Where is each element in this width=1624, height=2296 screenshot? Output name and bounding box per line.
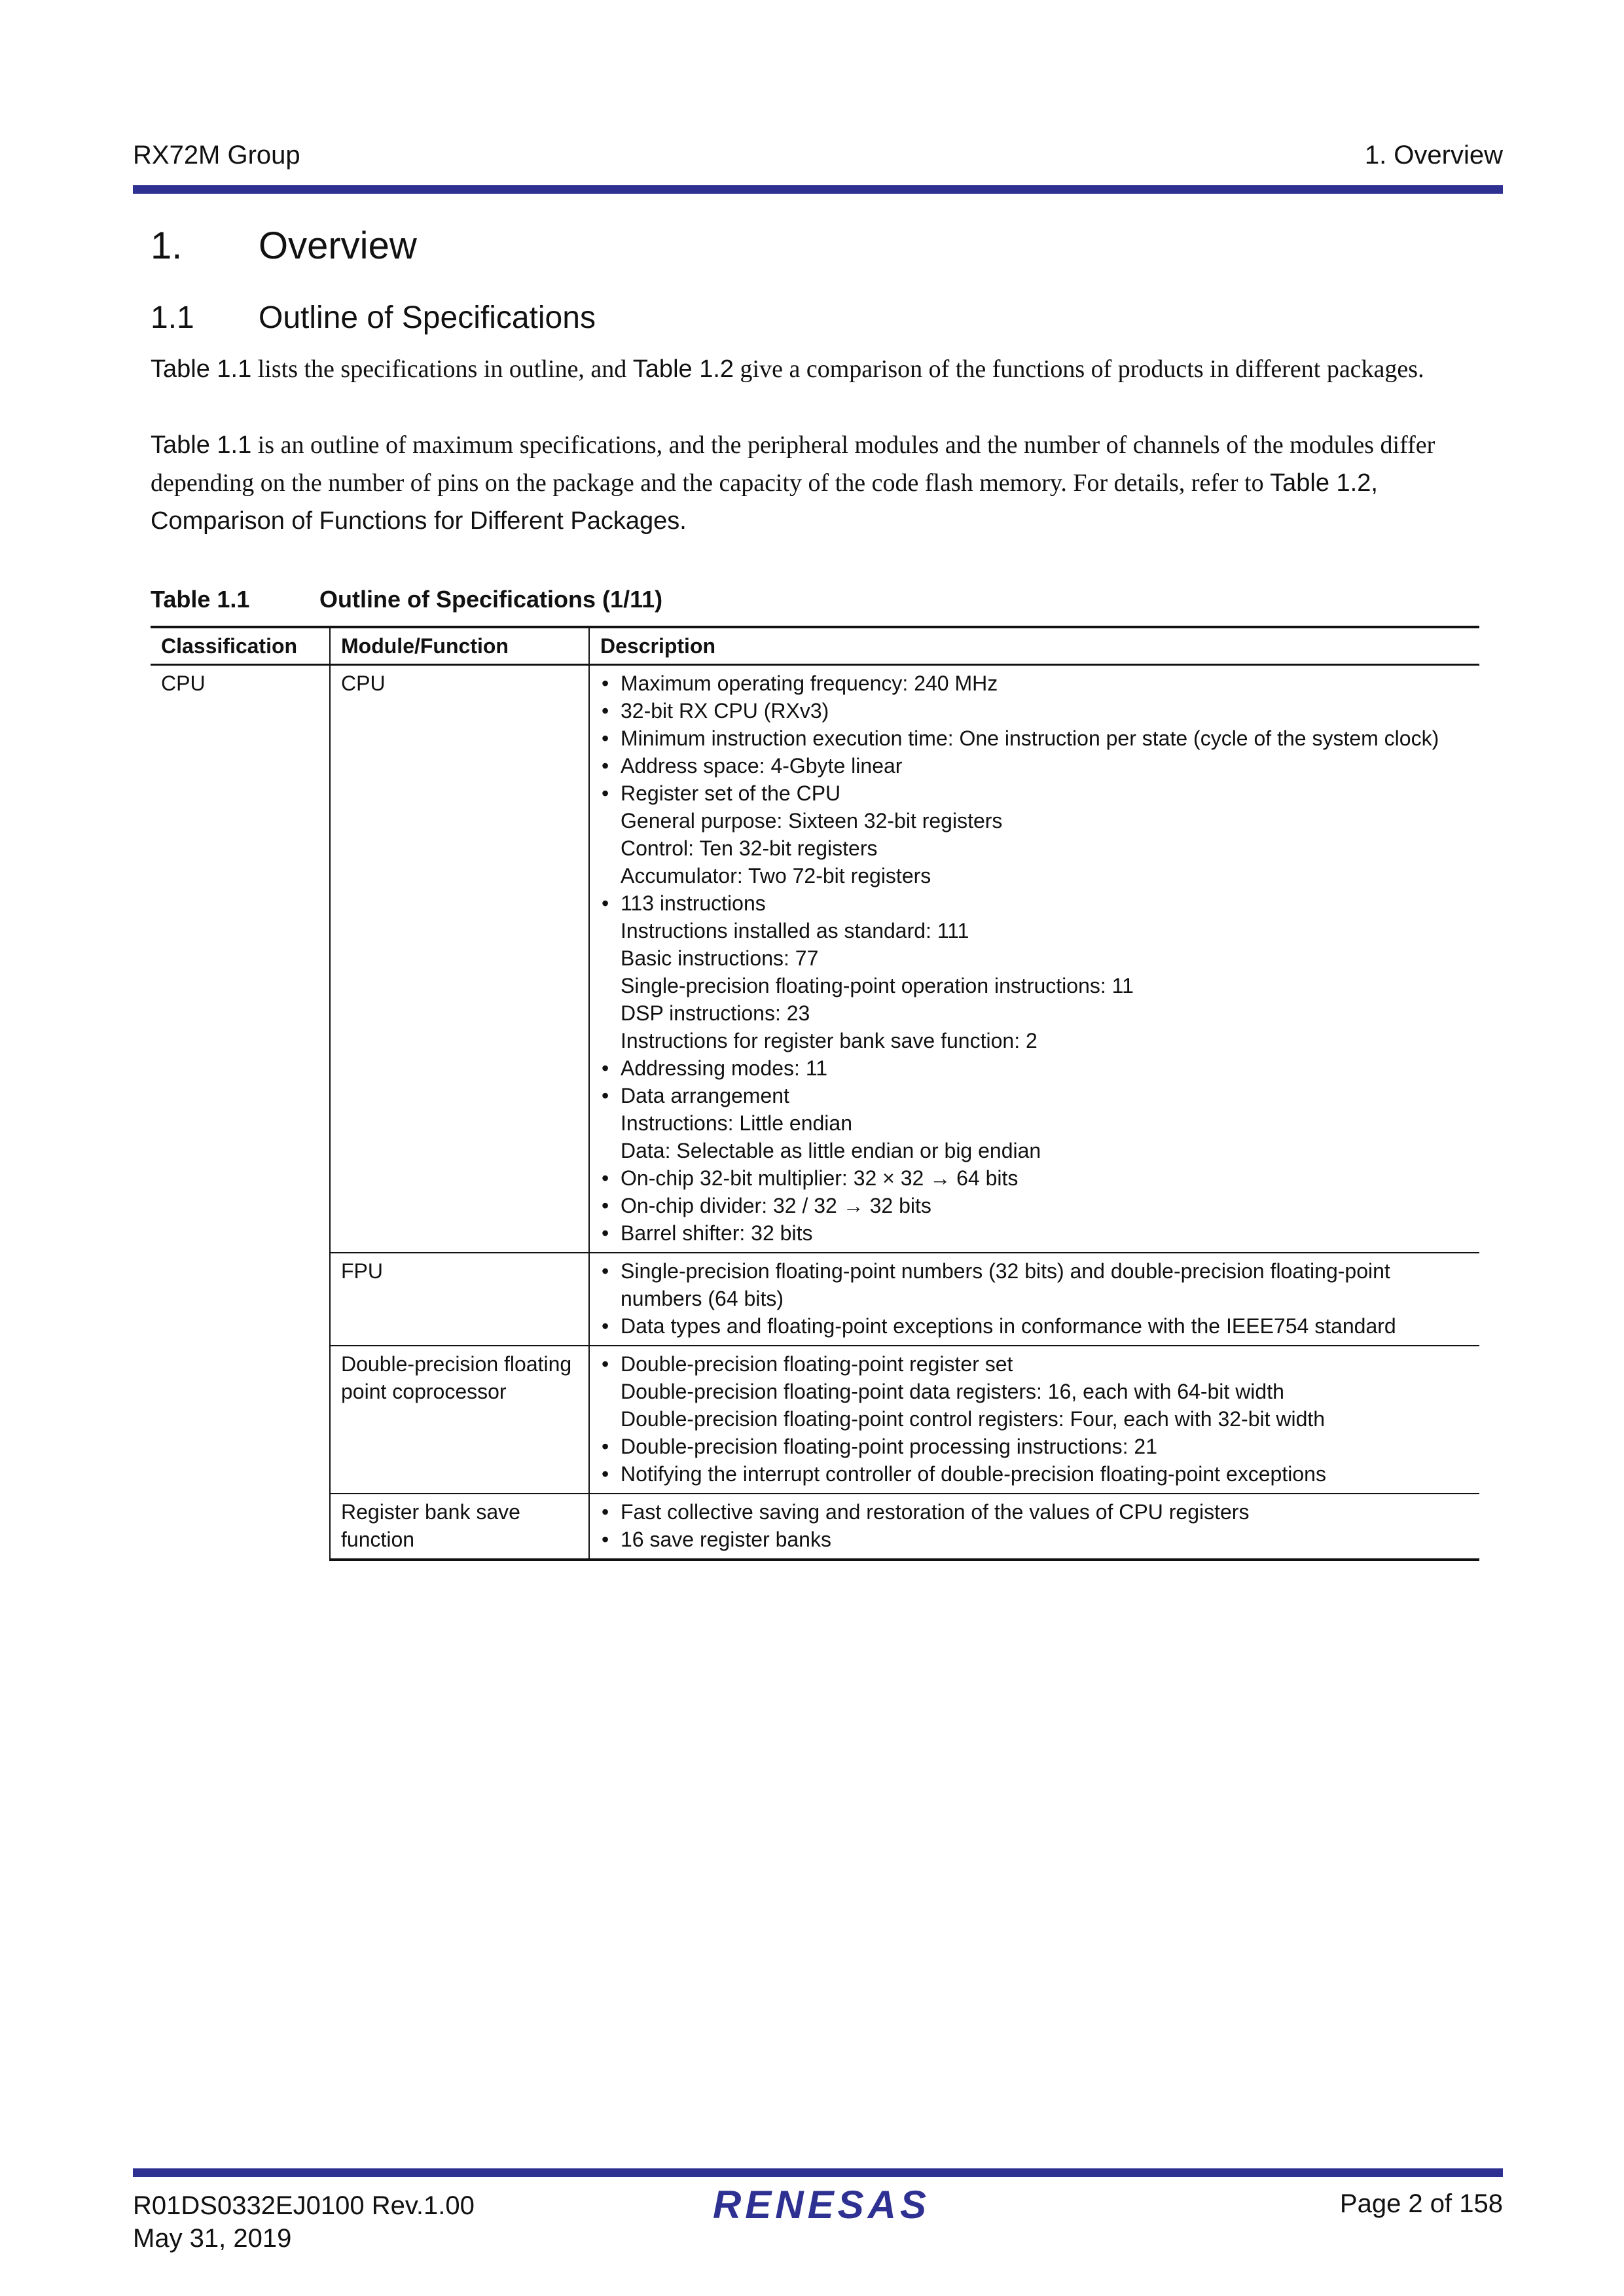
sub-item: Instructions for register bank save function: 2 [621,1029,1038,1052]
sub-item: Accumulator: Two 72-bit registers [621,864,931,888]
bullet-text: Barrel shifter: 32 bits [621,1221,813,1245]
bullet-item [600,1526,1469,1553]
module-cell: Double-precision floating point coprocessor [330,1346,589,1494]
bullet-text: Maximum operating frequency: 240 MHz [621,672,998,695]
sub-item: General purpose: Sixteen 32-bit registers [621,809,1003,833]
classification-cell: CPU [151,665,330,1560]
bullet-item [600,1054,1469,1082]
header-rule [133,185,1503,194]
table-row [151,1346,1479,1494]
table-ref-link[interactable]: Table 1.1 [151,431,252,459]
bullet-item [600,889,1469,1054]
document-id: R01DS0332EJ0100 Rev.1.00 [133,2191,475,2220]
sub-item: Double-precision floating-point control registers: Four, each with 32-bit width [621,1407,1326,1431]
bullet-item [600,670,1469,697]
running-header-right: 1. Overview [1364,141,1503,170]
bullet-item [600,1498,1469,1526]
footer-left [133,2189,475,2255]
page-number: Page 2 of 158 [1339,2189,1503,2218]
table-caption-number: Table 1.1 [151,586,250,613]
document-date: May 31, 2019 [133,2224,292,2253]
bullet-list [600,1257,1469,1340]
bullet-item [600,1219,1469,1247]
intro-paragraph-2 [151,426,1479,540]
table-row [151,1253,1479,1346]
sub-item: Basic instructions: 77 [621,946,819,970]
sub-item: Control: Ten 32-bit registers [621,836,878,860]
bullet-text: Minimum instruction execution time: One instruction per state (cycle of the system clock) [621,726,1439,750]
sub-item: DSP instructions: 23 [621,1001,810,1025]
module-cell: CPU [330,665,589,1253]
section-number: 1. [151,224,183,267]
bullet-item [600,1312,1469,1340]
bullet-text: Data arrangement [621,1084,789,1107]
description-cell [589,1253,1479,1346]
table-header-row [151,627,1479,665]
bullet-text: On-chip 32-bit multiplier: 32 × 32 → 64 bits [621,1166,1019,1190]
bullet-list [600,670,1469,1247]
bullet-item [600,1192,1469,1219]
module-cell: Register bank save function [330,1494,589,1560]
sub-item: Instructions: Little endian [621,1111,852,1135]
bullet-item [600,780,1469,889]
intro-text-end: . [679,507,687,535]
intro-text: lists the specifications in outline, and [251,355,633,383]
module-cell: FPU [330,1253,589,1346]
bullet-text: Double-precision floating-point register set [621,1352,1013,1376]
bullet-text: Fast collective saving and restoration of the values of CPU registers [621,1500,1250,1524]
running-header-left: RX72M Group [133,141,300,170]
bullet-item [600,1460,1469,1488]
sub-item: Instructions installed as standard: 111 [621,919,969,942]
subsection-title: Outline of Specifications [259,300,596,335]
bullet-item [600,752,1469,780]
subsection-heading [151,300,596,336]
table-row [151,665,1479,1253]
description-cell [589,1494,1479,1560]
table-row [151,1494,1479,1560]
bullet-text: Notifying the interrupt controller of double-precision floating-point exceptions [621,1462,1326,1486]
bullet-text: 16 save register banks [621,1528,831,1551]
bullet-text: 32-bit RX CPU (RXv3) [621,699,829,723]
bullet-text: Addressing modes: 11 [621,1056,828,1080]
spec-table [151,626,1479,1561]
table-caption [151,586,662,613]
bullet-text: Single-precision floating-point numbers (32 bits) and double-precision floating-point numbers (64 bits) [621,1259,1390,1310]
renesas-logo [700,2181,943,2227]
bullet-list [600,1498,1469,1553]
bullet-item [600,697,1469,725]
column-header-module: Module/Function [330,627,589,665]
table-ref-link[interactable]: Table 1.2 [632,355,734,383]
logo-wordmark: RENESAS [712,2183,931,2227]
sub-item: Data: Selectable as little endian or big endian [621,1139,1041,1162]
intro-text: give a comparison of the functions of products in different packages. [734,355,1424,383]
column-header-classification: Classification [151,627,330,665]
bullet-item [600,1350,1469,1433]
sub-item: Double-precision floating-point data registers: 16, each with 64-bit width [621,1380,1284,1403]
sub-item: Single-precision floating-point operation instructions: 11 [621,974,1134,997]
section-heading [151,224,417,268]
bullet-text: Data types and floating-point exceptions in conformance with the IEEE754 standard [621,1314,1396,1338]
bullet-list [600,1350,1469,1488]
bullet-item [600,725,1469,752]
table-ref-link[interactable]: Table 1.2, Comparison of Functions for Different Packages [151,469,1378,535]
bullet-item [600,1082,1469,1164]
bullet-text: Address space: 4-Gbyte linear [621,754,903,778]
section-title: Overview [259,224,417,267]
table-caption-title: Outline of Specifications (1/11) [319,586,663,613]
bullet-text: Register set of the CPU [621,781,841,805]
description-cell [589,665,1479,1253]
table-body [151,665,1479,1560]
subsection-number: 1.1 [151,300,194,335]
bullet-text: Double-precision floating-point processing instructions: 21 [621,1435,1157,1458]
bullet-item [600,1257,1469,1312]
column-header-description: Description [589,627,1479,665]
bullet-text: 113 instructions [621,891,766,915]
table-ref-link[interactable]: Table 1.1 [151,355,252,383]
intro-paragraph-1 [151,350,1479,388]
intro-text: is an outline of maximum specifications, and the peripheral modules and the number of channels of the modules differ depending on the number of pins on the package and the capacity of the code flash memory. For details, refer to [151,431,1435,497]
bullet-item [600,1164,1469,1192]
bullet-item [600,1433,1469,1460]
description-cell [589,1346,1479,1494]
bullet-text: On-chip divider: 32 / 32 → 32 bits [621,1194,931,1217]
footer-rule [133,2168,1503,2177]
